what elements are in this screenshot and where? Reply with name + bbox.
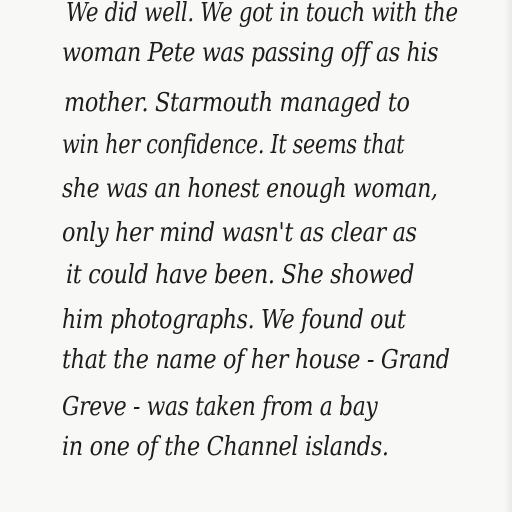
handwritten-line-8: him photographs. We found out	[62, 305, 406, 335]
handwritten-line-6: only her mind wasn't as clear as	[62, 218, 417, 248]
handwritten-line-3: mother. Starmouth managed to	[64, 88, 410, 118]
handwritten-line-1: We did well. We got in touch with the	[66, 0, 458, 28]
handwritten-line-4: win her confidence. It seems that	[62, 130, 405, 160]
handwritten-line-10: Greve - was taken from a bay	[62, 392, 378, 422]
page-edge-shadow	[504, 0, 512, 512]
handwritten-line-2: woman Pete was passing off as his	[62, 38, 439, 68]
handwritten-line-7: it could have been. She showed	[66, 260, 415, 290]
handwritten-line-11: in one of the Channel islands.	[62, 432, 389, 462]
handwritten-line-9: that the name of her house - Grand	[62, 345, 450, 375]
handwritten-line-5: she was an honest enough woman,	[62, 174, 438, 204]
